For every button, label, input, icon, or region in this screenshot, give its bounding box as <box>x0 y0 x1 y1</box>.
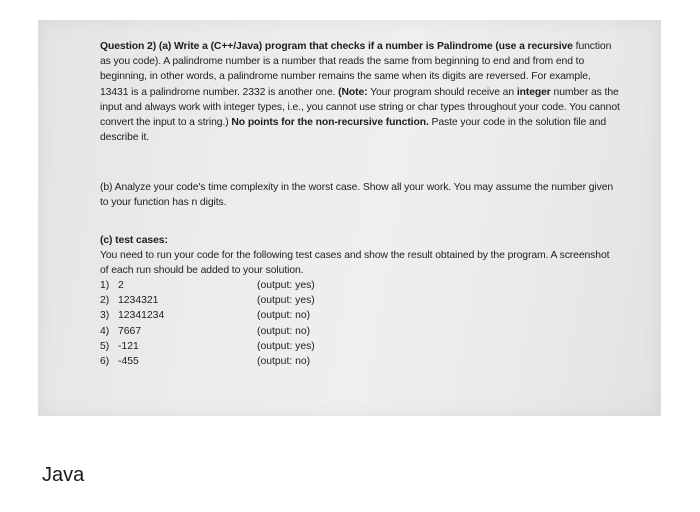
part-a-recursive: recursive <box>527 41 573 52</box>
test-case-output: (output: yes) <box>257 280 315 291</box>
part-a-end: Paste your code in the solution file and describe it. <box>100 117 607 144</box>
question-photo <box>38 20 661 416</box>
test-case <box>100 293 400 308</box>
test-case-output: (output: no) <box>257 355 311 367</box>
test-case-number: 4) <box>100 325 110 337</box>
footer-label: Java <box>42 464 85 486</box>
test-case <box>100 354 400 369</box>
test-cases-list <box>100 278 400 369</box>
bleed-through-line <box>100 374 620 389</box>
part-a-nopoints: No points for the non-recursive function. <box>231 117 429 129</box>
part-c-heading: (c) test cases: <box>100 235 168 246</box>
question-2-part-b: (b) Analyze your code's time complexity in the worst case. Show all your work. You may assume the number given to your function has n digits. <box>100 182 614 209</box>
test-case-input: 12341234 <box>118 310 165 322</box>
part-c-text: You need to run your code for the following test cases and show the result obtained by the program. A screenshot of each run should be added to your solution. <box>100 250 610 277</box>
question-2-part-c <box>100 233 620 279</box>
part-a-mid3: number as the input and always work with integer types, i.e., you cannot use string or char types throughout your code. You cannot convert the input to a string.) <box>100 86 620 129</box>
test-case <box>100 339 400 354</box>
test-case-number: 1) <box>100 280 110 291</box>
test-case-number: 5) <box>100 340 110 352</box>
part-a-prefix: Question 2) (a) Write a (C++/Java) program that checks if a number is Palindrome (use a <box>100 41 528 52</box>
part-a-mid: function as you code). A palindrome number is a number that reads the same from beginning to end and from end to beginning, in other words, a palindrome number remains the same when its digits are reversed. For example, 13431 is a palindrome number. 2332 is another one. <box>100 41 612 98</box>
test-case <box>100 308 400 323</box>
question-2-part-a <box>100 39 620 145</box>
test-case-number: 6) <box>100 355 110 367</box>
test-case-output: (output: yes) <box>257 295 315 307</box>
test-case <box>100 324 400 339</box>
test-case <box>100 278 400 293</box>
part-a-integer: integer <box>516 86 551 98</box>
bleed-through-line <box>100 389 620 404</box>
test-case-input: 2 <box>118 280 124 291</box>
test-case-input: 1234321 <box>118 295 159 307</box>
test-case-output: (output: no) <box>257 325 311 337</box>
test-case-number: 3) <box>100 310 110 322</box>
bleed-through-text <box>100 374 620 404</box>
test-case-output: (output: no) <box>257 310 311 322</box>
test-case-number: 2) <box>100 295 110 307</box>
test-case-input: -455 <box>118 355 139 367</box>
part-a-mid2: Your program should receive an <box>367 86 517 98</box>
test-case-input: -121 <box>118 340 139 352</box>
test-case-input: 7667 <box>118 325 142 337</box>
part-a-note: (Note: <box>338 86 368 98</box>
test-case-output: (output: yes) <box>257 340 315 352</box>
